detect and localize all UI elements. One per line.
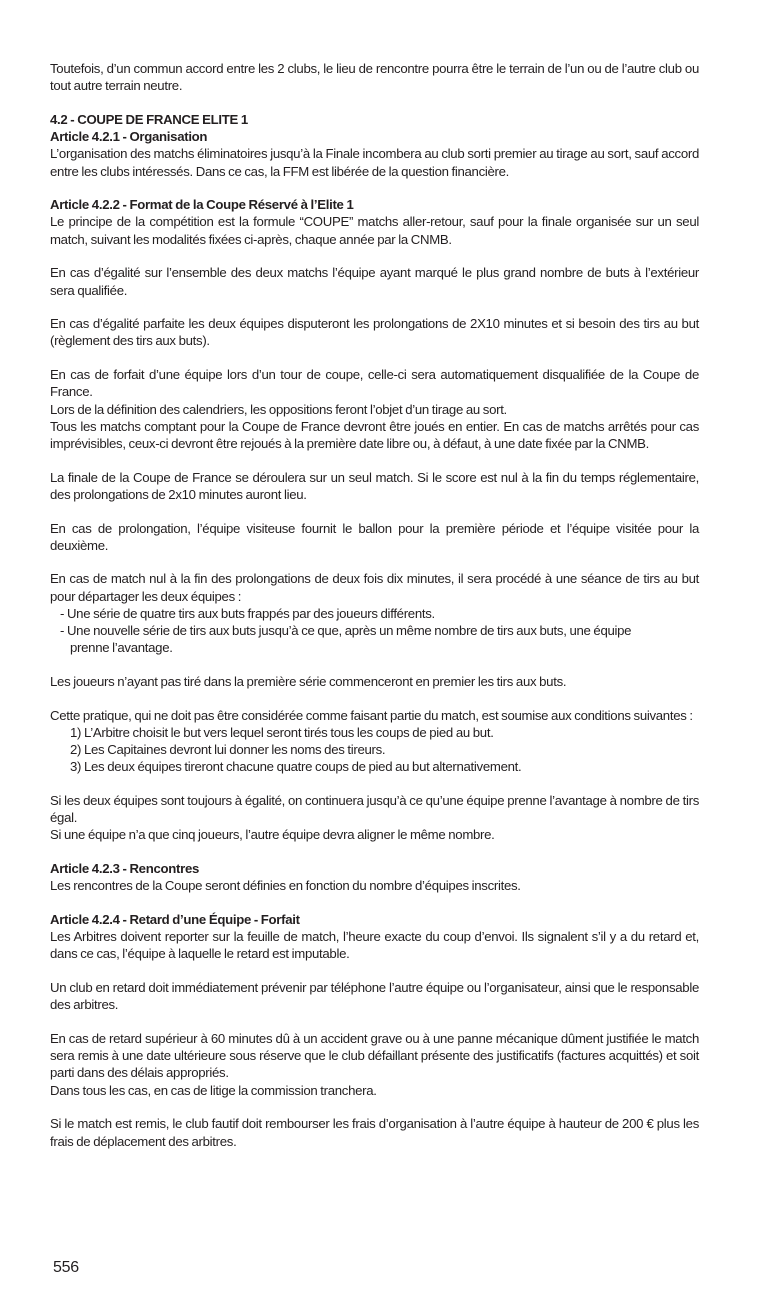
list-item: - Une série de quatre tirs aux buts frappés par des joueurs différents.: [60, 605, 435, 621]
paragraph: Les joueurs n’ayant pas tiré dans la première série commenceront en premier les tirs aux buts.: [50, 673, 567, 689]
section-title: 4.2 - COUPE DE FRANCE ELITE 1: [50, 111, 248, 127]
article-heading: Article 4.2.1 - Organisation: [50, 129, 208, 145]
paragraph: Tous les matchs comptant pour la Coupe de France devront être joués en entier. En cas de matchs arrêtés pour cas imprévisibles, ceux-ci devront être rejoués à la première date libre ou, à défaut, à une date fixée par la CNMB.: [50, 418, 699, 451]
paragraph: Un club en retard doit immédiatement prévenir par téléphone l’autre équipe ou l’organisateur, ainsi que le responsable des arbitres.: [50, 980, 699, 1013]
paragraph: En cas d’égalité parfaite les deux équipes disputeront les prolongations de 2X10 minutes et si besoin des tirs au but (règlement des tirs aux buts).: [50, 316, 699, 349]
paragraph: En cas de match nul à la fin des prolongations de deux fois dix minutes, il sera procédé à une séance de tirs au but pour départager les deux équipes :: [50, 571, 699, 604]
numbered-item: 2) Les Capitaines devront lui donner les noms des tireurs.: [70, 742, 386, 758]
article-heading: Article 4.2.2 - Format de la Coupe Réservé à l’Elite 1: [50, 197, 354, 213]
numbered-item: 3) Les deux équipes tireront chacune quatre coups de pied au but alternativement.: [70, 759, 522, 775]
paragraph: Le principe de la compétition est la formule “COUPE” matchs aller-retour, sauf pour la finale organisée sur un seul match, suivant les modalités fixées ci-après, chaque année par la CNMB.: [50, 214, 699, 247]
paragraph: Cette pratique, qui ne doit pas être considérée comme faisant partie du match, est soumise aux conditions suivantes :: [50, 707, 693, 723]
article-heading: Article 4.2.3 - Rencontres: [50, 861, 200, 877]
article-heading: Article 4.2.4 - Retard d’une Équipe - Forfait: [50, 912, 300, 928]
paragraph: En cas de forfait d’une équipe lors d’un tour de coupe, celle-ci sera automatiquement disqualifiée de la Coupe de France.: [50, 367, 699, 400]
paragraph: En cas d’égalité sur l’ensemble des deux matchs l’équipe ayant marqué le plus grand nombre de buts à l’extérieur sera qualifiée.: [50, 265, 699, 298]
paragraph: Les Arbitres doivent reporter sur la feuille de match, l’heure exacte du coup d’envoi. Ils signalent s’il y a du retard et, dans ce cas, l’équipe à laquelle le retard est imputable.: [50, 929, 699, 962]
page-body: [50, 60, 699, 1150]
paragraph: Lors de la définition des calendriers, les oppositions feront l’objet d’un tirage au sort.: [50, 401, 507, 417]
paragraph: Toutefois, d’un commun accord entre les 2 clubs, le lieu de rencontre pourra être le terrain de l’un ou de l’autre club ou tout autre terrain neutre.: [50, 61, 699, 94]
page-number: 556: [53, 1259, 79, 1276]
paragraph: L’organisation des matchs éliminatoires jusqu’à la Finale incombera au club sorti premier au tirage au sort, sauf accord entre les clubs intéressés. Dans ce cas, la FFM est libérée de la question financière.: [50, 146, 699, 179]
numbered-item: 1) L’Arbitre choisit le but vers lequel seront tirés tous les coups de pied au but.: [70, 724, 494, 740]
paragraph: Dans tous les cas, en cas de litige la commission tranchera.: [50, 1082, 377, 1098]
list-item: - Une nouvelle série de tirs aux buts jusqu’à ce que, après un même nombre de tirs aux buts, une équipe: [60, 623, 632, 639]
paragraph: Si les deux équipes sont toujours à égalité, on continuera jusqu’à ce qu’une équipe prenne l’avantage à nombre de tirs égal.: [50, 793, 699, 826]
paragraph: En cas de retard supérieur à 60 minutes dû à un accident grave ou à une panne mécanique dûment justifiée le match sera remis à une date ultérieure sous réserve que le club défaillant présente des justificatifs (factures acquittés) et soit parti dans des délais appropriés.: [50, 1031, 699, 1081]
paragraph: Les rencontres de la Coupe seront définies en fonction du nombre d’équipes inscrites.: [50, 878, 521, 894]
paragraph: Si une équipe n’a que cinq joueurs, l’autre équipe devra aligner le même nombre.: [50, 827, 495, 843]
list-item-continuation: prenne l’avantage.: [70, 640, 173, 656]
paragraph: En cas de prolongation, l’équipe visiteuse fournit le ballon pour la première période et l’équipe visitée pour la deuxième.: [50, 520, 699, 553]
paragraph: Si le match est remis, le club fautif doit rembourser les frais d’organisation à l’autre équipe à hauteur de 200 € plus les frais de déplacement des arbitres.: [50, 1116, 699, 1149]
paragraph: La finale de la Coupe de France se déroulera sur un seul match. Si le score est nul à la fin du temps réglementaire, des prolongations de 2x10 minutes auront lieu.: [50, 469, 699, 502]
